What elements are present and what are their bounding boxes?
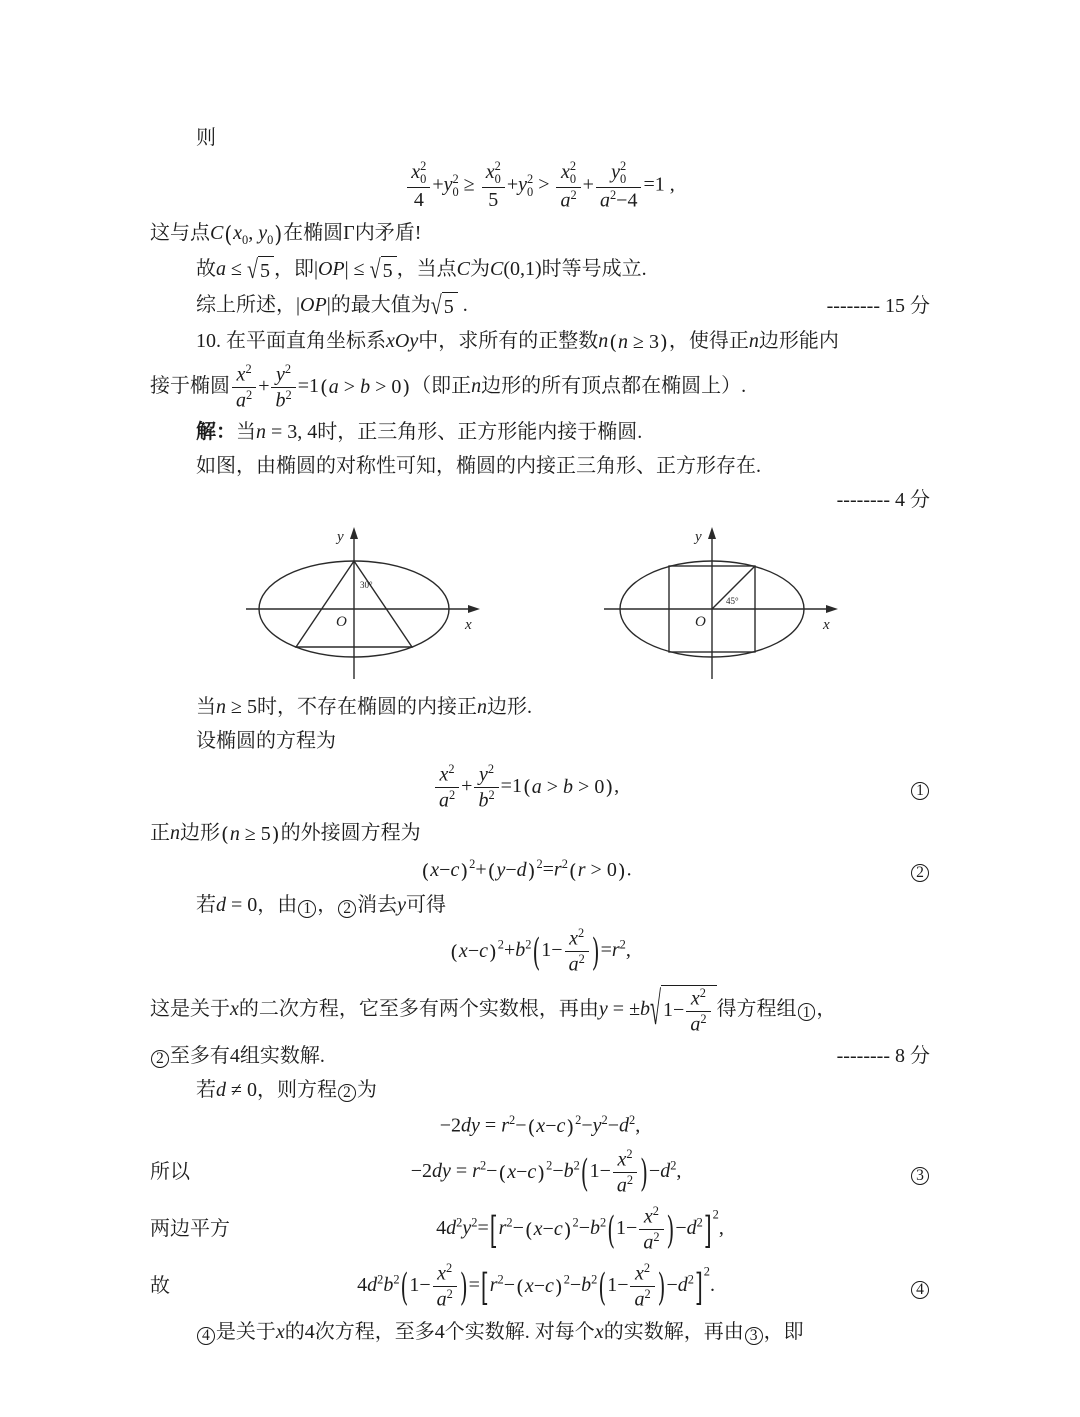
x-axis-arrow-icon [468, 605, 480, 613]
score-marker: -------- 8 分 [836, 1044, 930, 1067]
line-then [150, 125, 930, 152]
formula-3 [150, 1148, 930, 1197]
y-axis-arrow-icon [708, 527, 716, 539]
line-text: 正n边形 ( n ≥ 5 ) 的外接圆方程为 [150, 821, 421, 847]
formula-contradiction [150, 160, 930, 212]
line-quadratic [150, 985, 930, 1036]
formula-2dy [150, 1112, 930, 1141]
equation-number [902, 1273, 930, 1300]
line-as-figure [150, 453, 930, 480]
line-if-d0 [150, 892, 930, 919]
document-body [150, 125, 930, 1346]
origin-label: O [695, 613, 706, 630]
display-formula: $\frac{x^2}{a^2}$ + $\frac{y^2}{b^2}$ =1 ( a > b > 0 ) , [150, 763, 902, 812]
formula-d0 [150, 927, 930, 976]
triangle-inscribed-figure [236, 525, 488, 683]
equation-ref-icon: 2 [151, 1050, 169, 1068]
equation-ref-icon: 4 [911, 1281, 929, 1299]
figures-row [150, 521, 930, 687]
score-marker: -------- 4 分 [836, 488, 930, 511]
equation-ref-icon: 1 [911, 782, 929, 800]
equation-ref-icon: 2 [338, 900, 356, 918]
line-text: 若d ≠ 0，则方程 2 为 [196, 1078, 377, 1102]
x-axis-label: x [823, 616, 830, 633]
line-text: 综上所述，|OP|的最大值为 √ 5 . [196, 291, 468, 321]
formula-2 [150, 856, 930, 885]
line-text: 故a ≤ √ 5 ，即|OP| ≤ √ 5 ，当点C为C(0,1)时等号成立. [196, 255, 647, 285]
display-formula: ( x−c ) $^2+b^2$ ( 1− $\frac{x^2}{a^2}$ ) $=r^2$, [450, 926, 631, 977]
line-text: 这与点C ( $x_0$, $y_0$ ) 在椭圆Γ内矛盾! [150, 221, 422, 248]
y-axis-label: y [695, 528, 702, 545]
display-formula: x 2 0 4 +y 2 0 ≥ x 2 0 5 +y 2 0 > x 2 0 $a^2$ + y 2 0 $a^2-4$ =1 , [150, 160, 930, 212]
score-marker: -------- 15 分 [826, 294, 930, 317]
line-if-d-ne-0 [150, 1077, 930, 1104]
line-problem-10b [150, 363, 930, 412]
display-formula: $4d^2b^2$ ( 1− $\frac{x^2}{a^2}$ ) = [ $r^2-$ ( x−c ) $^2-b^2$ ( 1− $\frac{x^2}{a^2}$ ) $-d^2$ ] $^2$. [357, 1261, 715, 1312]
display-formula: $-2dy = r^2-$ ( x−c ) $^2-y^2-d^2$, [439, 1112, 641, 1139]
line-text: 则 [196, 127, 216, 149]
equation-ref-icon: 4 [197, 1327, 215, 1345]
formula-side-label: 所以 [150, 1161, 190, 1184]
line-text: 这是关于x的二次方程，它至多有两个实数根，再由y = ±b √ 1− $\frac{x^2}{a^2}$ 得方程组 1 ， [150, 984, 837, 1036]
equation-number [902, 1159, 930, 1186]
formula-side-label: 故 [150, 1275, 170, 1298]
line-problem-10 [150, 328, 930, 356]
line-quartic [150, 1319, 930, 1346]
x-axis-label: x [465, 616, 472, 633]
equation-ref-icon: 1 [298, 900, 316, 918]
line-text: 当n ≥ 5时，不存在椭圆的内接正n边形. [196, 695, 532, 718]
line-circumcircle [150, 820, 930, 848]
line-text: 2 至多有4组实数解. [150, 1043, 829, 1070]
formula-side-label: 两边平方 [150, 1218, 230, 1241]
equation-ref-icon: 3 [745, 1327, 763, 1345]
line-n-ge-5 [150, 694, 930, 721]
equation-ref-icon: 3 [911, 1167, 929, 1185]
y-axis-label: y [337, 528, 344, 545]
line-text: 接于椭圆 $\frac{x^2}{a^2}$ + $\frac{y^2}{b^2}$ =1 ( a > b > 0 ) （即正n边形的所有顶点都在椭圆上）. [150, 361, 747, 412]
y-axis-arrow-icon [350, 527, 358, 539]
display-formula: ( x−c ) $^2$+ ( y−d ) $^2=r^2$ ( r > 0 ) . [421, 856, 632, 883]
display-formula: $-2dy = r^2-$ ( x−c ) $^2-b^2$ ( 1− $\frac{x^2}{a^2}$ ) $-d^2$, [410, 1147, 682, 1197]
x-axis-arrow-icon [826, 605, 838, 613]
square-inscribed-figure [592, 525, 844, 683]
formula-4 [150, 1262, 930, 1311]
angle-label: 30° [360, 579, 373, 590]
line-text: 若d = 0，由 1 ， 2 消去y可得 [196, 894, 446, 918]
equation-number [902, 857, 930, 884]
equation-ref-icon: 1 [798, 1003, 816, 1021]
equation-number [902, 774, 930, 801]
line-set-ellipse [150, 728, 930, 755]
line-four-solutions [150, 1043, 930, 1070]
formula-1 [150, 763, 930, 812]
equation-ref-icon: 2 [911, 864, 929, 882]
line-text: 10. 在平面直角坐标系xOy中，求所有的正整数n ( n ≥ 3 ) ，使得正n边形能内 [196, 329, 839, 355]
line-text: 设椭圆的方程为 [196, 729, 336, 752]
formula-square [150, 1205, 930, 1254]
line-score-4 [150, 487, 930, 514]
line-hence-a [150, 256, 930, 285]
line-summary [150, 292, 930, 321]
line-contradiction [150, 220, 930, 249]
line-text: 如图，由椭圆的对称性可知，椭圆的内接正三角形、正方形存在. [196, 454, 761, 477]
equation-ref-icon: 2 [338, 1084, 356, 1102]
angle-label: 45° [726, 595, 739, 606]
line-solution-n34 [150, 419, 930, 446]
line-text: 解：当n = 3, 4时，正三角形、正方形能内接于椭圆. [196, 420, 643, 443]
line-text: 4 是关于x的4次方程，至多4个实数解. 对每个x的实数解，再由 3 ，即 [150, 1319, 930, 1346]
origin-label: O [336, 613, 347, 630]
display-formula: $4d^2y^2=$ [ $r^2-$ ( x−c ) $^2-b^2$ ( 1− $\frac{x^2}{a^2}$ ) $-d^2$ ] $^2$, [436, 1204, 724, 1254]
